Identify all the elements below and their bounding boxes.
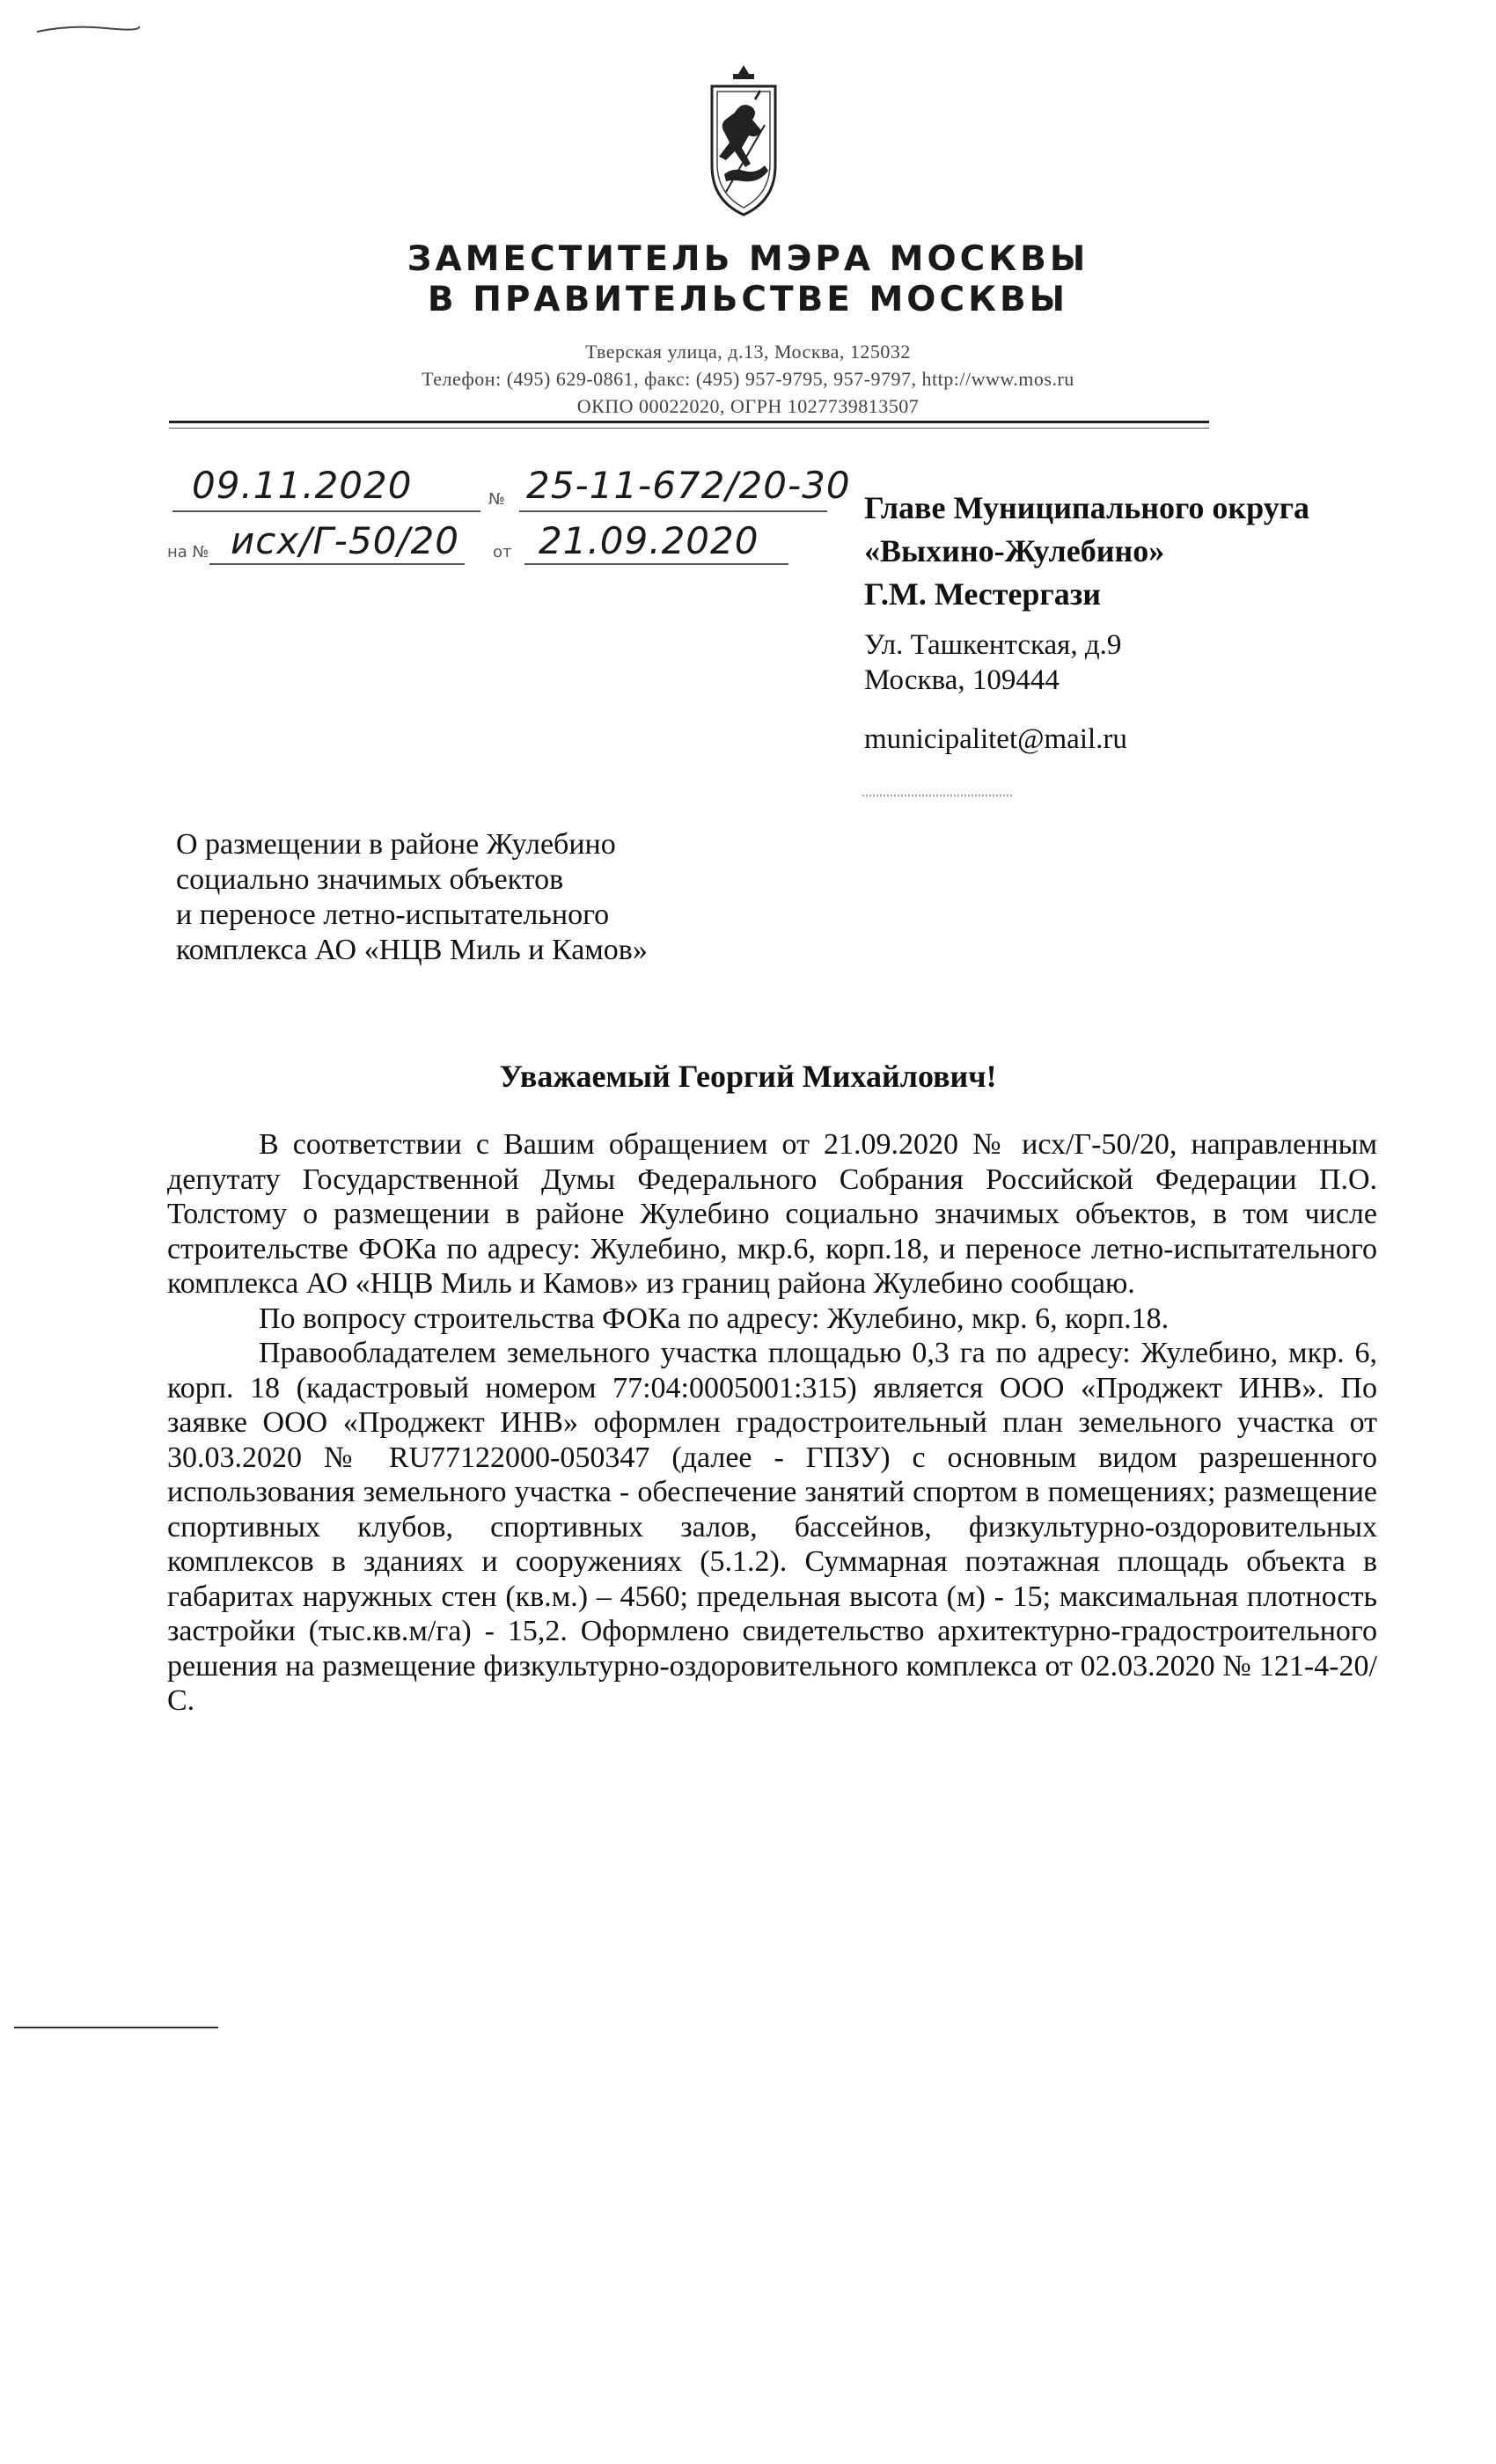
addressee-line1: Главе Муниципального округа bbox=[864, 490, 1310, 525]
addressee-email: municipalitet@mail.ru bbox=[864, 723, 1127, 755]
dotted-line bbox=[862, 795, 1012, 796]
letterhead-phone-fax: Телефон: (495) 629-0861, факс: (495) 957-9795, 957-9797, http://www.mos.ru bbox=[422, 368, 1074, 390]
letterhead-rule-thin bbox=[169, 428, 1209, 429]
reply-date: 21.09.2020 bbox=[539, 519, 759, 562]
subject-line3: и переносе летно-испытательного bbox=[176, 898, 610, 931]
subject-line2: социально значимых объектов bbox=[176, 863, 564, 896]
body-paragraph-3: Правообладателем земельного участка площадью 0,3 га по адресу: Жулебино, мкр. 6, корп. 18 (кадастровый номером 77:04:0005001:315) является ООО «Проджект ИНВ». По заявке ООО «Проджект ИНВ» оформлен градостроительный план земельного участка от 30.03.2020 № RU77122000-050347 (далее - ГПЗУ) с основным видом разрешенного использования земельного участка - обеспечение занятий спортом в помещениях; размещение спортивных клубов, спортивных залов, бассейнов, физкультурно-оздоровительных комплексов в зданиях и сооружениях (5.1.2). Суммарная поэтажная площадь объекта в габаритах наружных стен (кв.м.) – 4560; предельная высота (м) - 15; максимальная плотность застройки (тыс.кв.м/га) - 15,2. Оформлено свидетельство архитектурно-градостроительного решения на размещение физкультурно-оздоровительного комплекса от 02.03.2020 № 121-4-20/С. bbox=[167, 1337, 1377, 1717]
letterhead-title-line1: ЗАМЕСТИТЕЛЬ МЭРА МОСКВЫ bbox=[407, 239, 1089, 279]
registration-number-label: № bbox=[488, 490, 505, 509]
letter-body bbox=[167, 1127, 1377, 1719]
addressee-line3: Г.М. Местергази bbox=[864, 576, 1101, 612]
registration-number-underline bbox=[519, 510, 827, 512]
registration-number: 25-11-672/20-30 bbox=[526, 464, 851, 507]
greeting: Уважаемый Георгий Михайлович! bbox=[499, 1059, 997, 1094]
reply-from-label: от bbox=[493, 543, 512, 561]
registration-date-underline bbox=[172, 510, 480, 512]
letterhead-address: Тверская улица, д.13, Москва, 125032 bbox=[585, 341, 911, 363]
reply-number-label: на № bbox=[167, 543, 209, 561]
reply-number-underline bbox=[209, 563, 465, 565]
subject-line4: комплекса АО «НЦВ Миль и Камов» bbox=[176, 934, 648, 966]
body-paragraph-1: В соответствии с Вашим обращением от 21.09.2020 № исх/Г-50/20, направленным депутату Государственной Думы Федерального Собрания Российской Федерации П.О. Толстому о размещении в районе Жулебино социально значимых объектов, в том числе строительстве ФОКа по адресу: Жулебино, мкр.6, корп.18, и переносе летно-испытательного комплекса АО «НЦВ Миль и Камов» из границ района Жулебино сообщаю. bbox=[167, 1128, 1377, 1300]
letterhead-codes: ОКПО 00022020, ОГРН 1027739813507 bbox=[576, 395, 920, 417]
pen-mark bbox=[35, 23, 141, 35]
addressee-city: Москва, 109444 bbox=[864, 664, 1060, 696]
addressee-street: Ул. Ташкентская, д.9 bbox=[864, 629, 1122, 661]
reply-number: исх/Г-50/20 bbox=[231, 519, 459, 562]
letter-subject bbox=[176, 827, 648, 968]
addressee-line2: «Выхино-Жулебино» bbox=[864, 533, 1165, 568]
reply-date-underline bbox=[524, 563, 788, 565]
subject-line1: О размещении в районе Жулебино bbox=[176, 828, 616, 861]
letterhead-rule bbox=[169, 421, 1209, 423]
registration-date: 09.11.2020 bbox=[192, 464, 413, 507]
margin-mark bbox=[14, 2027, 218, 2028]
moscow-coat-of-arms-emblem bbox=[700, 60, 788, 218]
letterhead-title-line2: В ПРАВИТЕЛЬСТВЕ МОСКВЫ bbox=[427, 280, 1069, 319]
body-paragraph-2: По вопросу строительства ФОКа по адресу: Жулебино, мкр. 6, корп.18. bbox=[259, 1302, 1170, 1335]
addressee-block bbox=[864, 487, 1309, 616]
